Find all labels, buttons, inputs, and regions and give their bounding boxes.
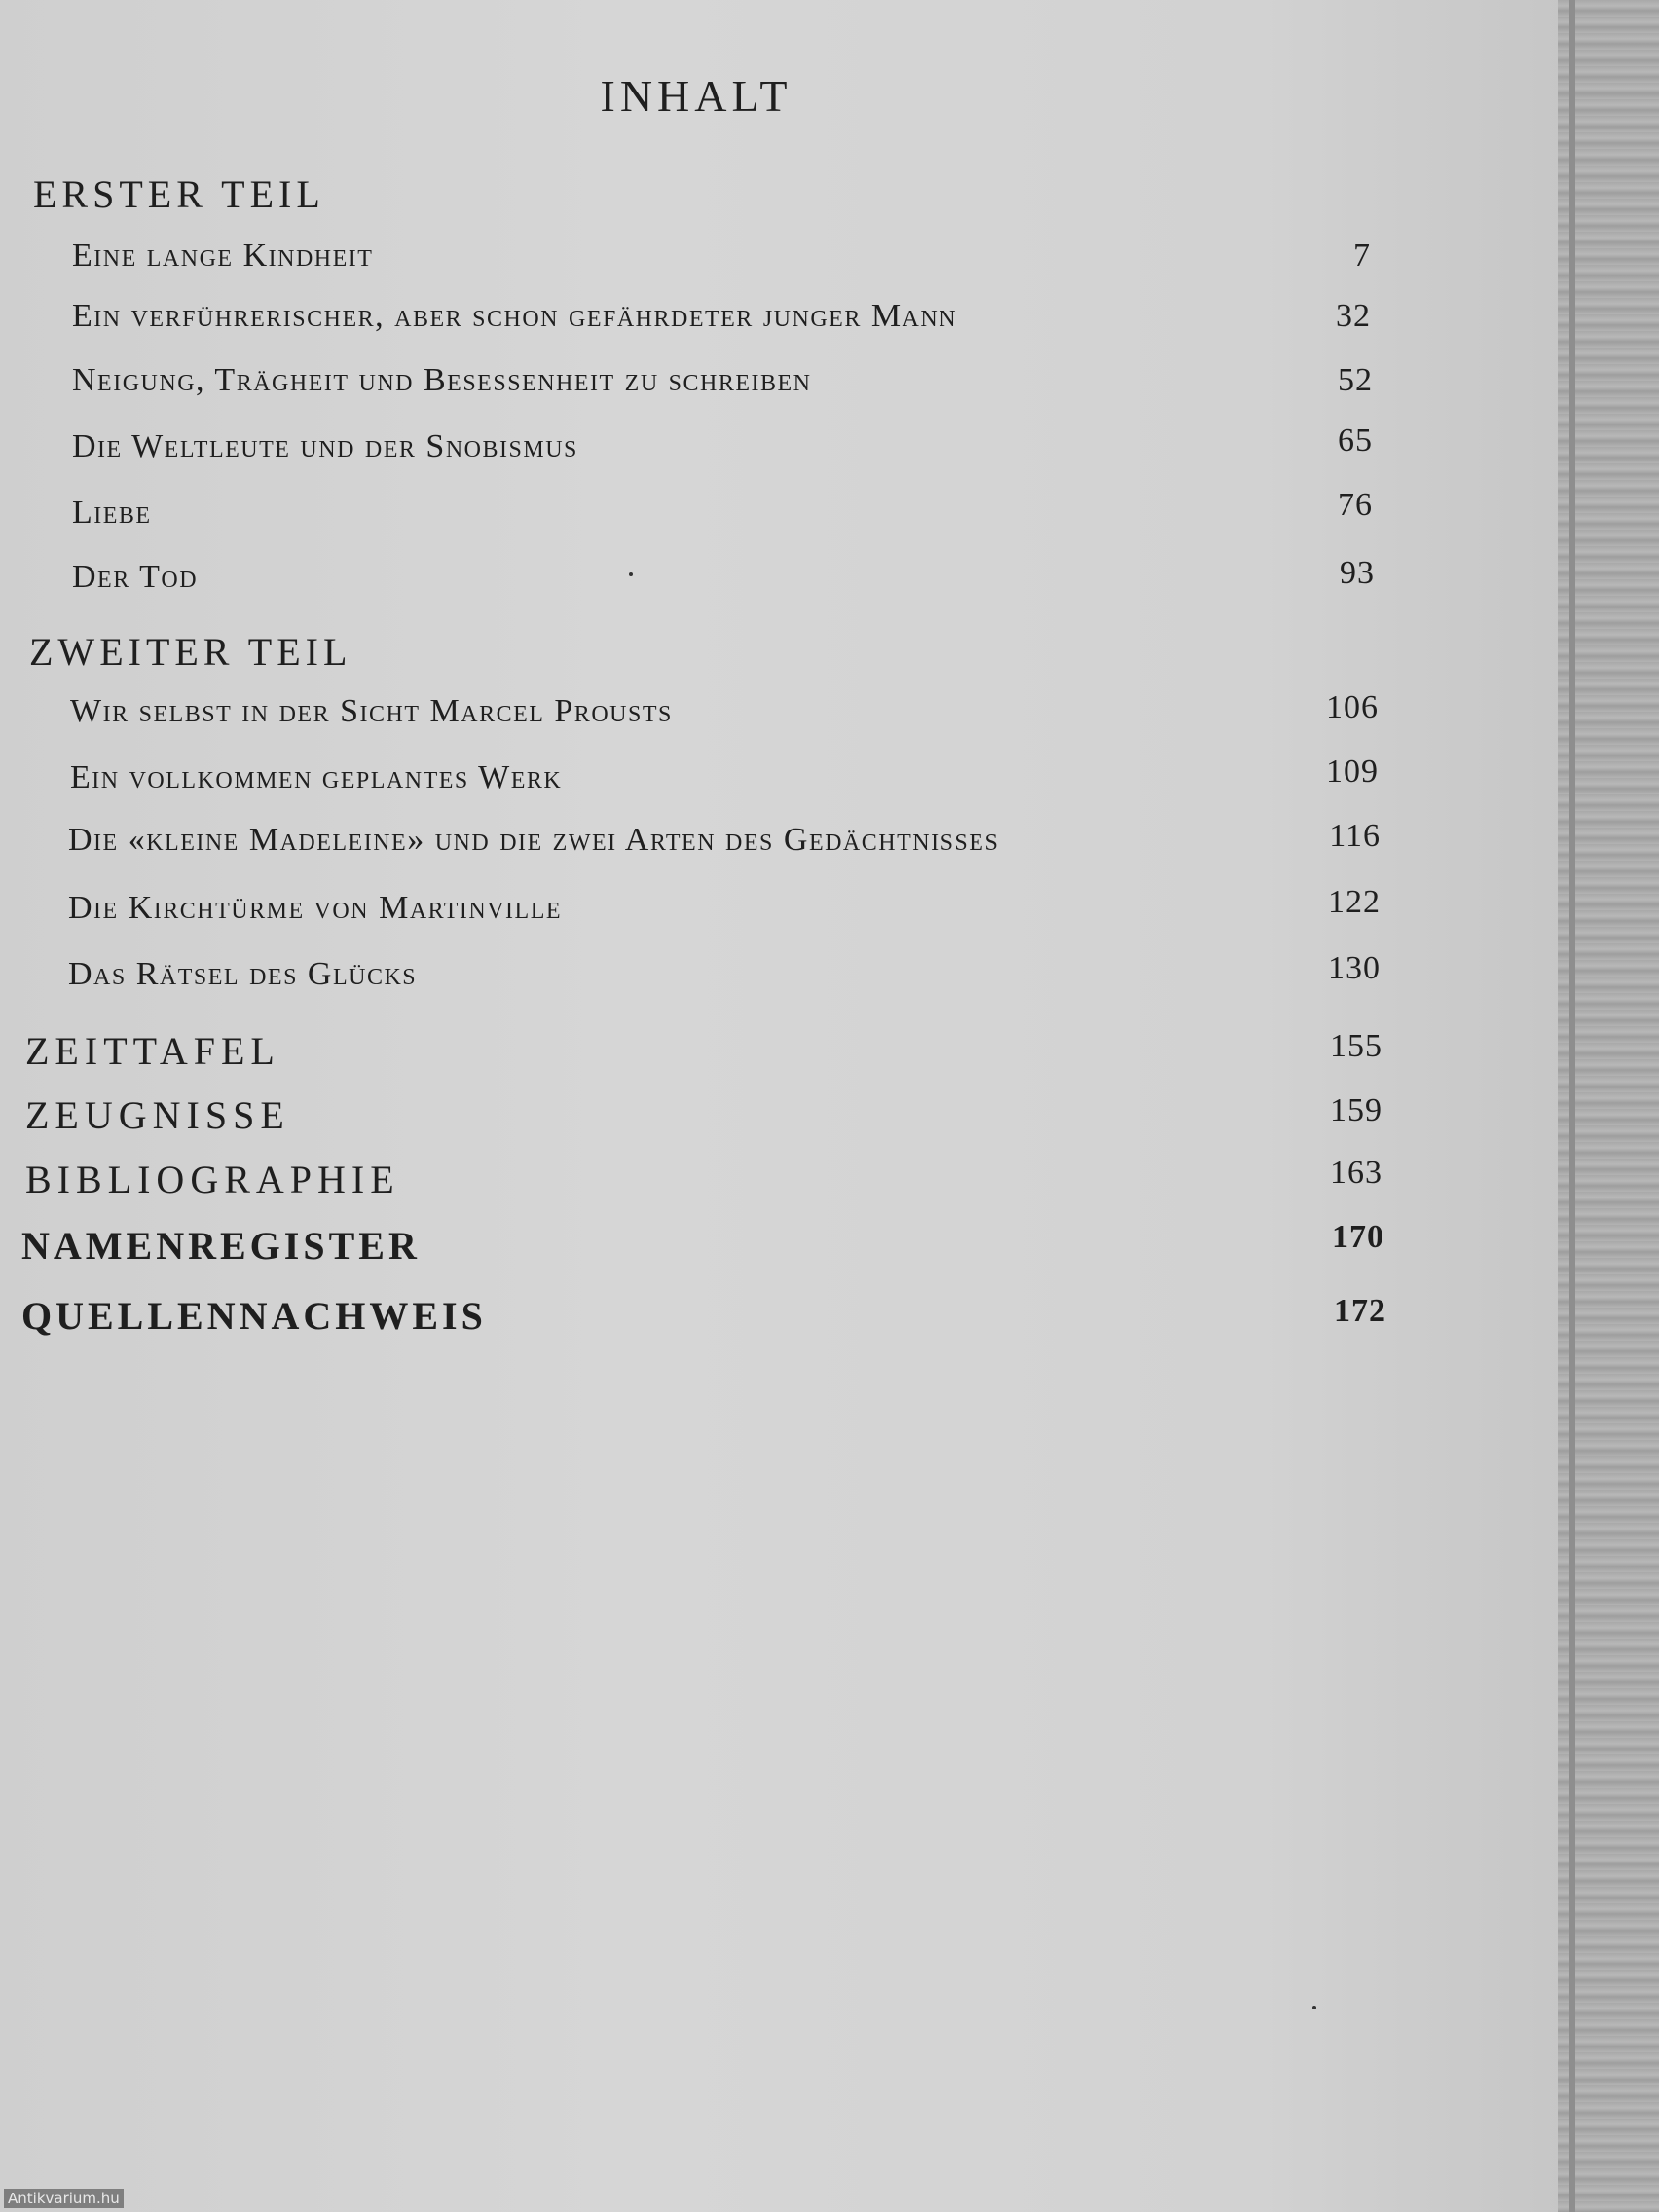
appendix-title: ZEITTAFEL [25,1029,280,1073]
toc-entry-title: Neigung, Trägheit und Besessenheit zu schreiben [72,362,812,398]
appendix-page: 170 [1332,1219,1384,1255]
appendix-page: 163 [1330,1155,1382,1191]
toc-entry-page: 122 [1328,884,1381,920]
appendix-title: BIBLIOGRAPHIE [25,1158,400,1201]
appendix-page: 159 [1330,1092,1382,1128]
toc-entry-title: Liebe [72,495,152,531]
toc-entry-title: Die Weltleute und der Snobismus [72,428,578,464]
toc-entry-page: 130 [1328,950,1381,986]
appendix-title: QUELLENNACHWEIS [21,1294,487,1338]
toc-entry-title: Eine lange Kindheit [72,238,374,274]
toc-entry-title: Wir selbst in der Sicht Marcel Prousts [70,693,673,729]
toc-entry-page: 116 [1329,818,1381,854]
toc-entry-page: 93 [1340,555,1375,591]
appendix-page: 155 [1330,1028,1382,1064]
toc-entry-title: Das Rätsel des Glücks [68,956,418,992]
toc-entry-page: 106 [1326,689,1379,725]
part2-title: ZWEITER TEIL [29,630,352,674]
toc-entry-page: 65 [1338,423,1373,459]
contents-heading: INHALT [600,71,793,121]
page-edge-shadow [1569,0,1575,2212]
toc-entry-page: 109 [1326,754,1379,790]
toc-entry-title: Der Tod [72,559,199,595]
toc-entry-page: 76 [1338,487,1373,523]
paper-speck [629,572,633,576]
paper-speck [1312,2006,1316,2009]
toc-entry-page: 52 [1338,362,1373,398]
toc-entry-title: Die «kleine Madeleine» und die zwei Arten des Gedächtnisses [68,822,1000,858]
appendix-title: NAMENREGISTER [21,1224,421,1268]
toc-entry-title: Die Kirchtürme von Martinville [68,890,563,926]
toc-entry-page: 32 [1336,298,1371,334]
part1-title: ERSTER TEIL [33,172,325,216]
watermark: Antikvarium.hu [4,2189,124,2208]
toc-entry-title: Ein verführerischer, aber schon gefährdeter junger Mann [72,298,958,334]
appendix-title: ZEUGNISSE [25,1093,290,1137]
toc-entry-title: Ein vollkommen geplantes Werk [70,759,563,795]
appendix-page: 172 [1334,1293,1386,1329]
toc-entry-page: 7 [1353,238,1371,274]
